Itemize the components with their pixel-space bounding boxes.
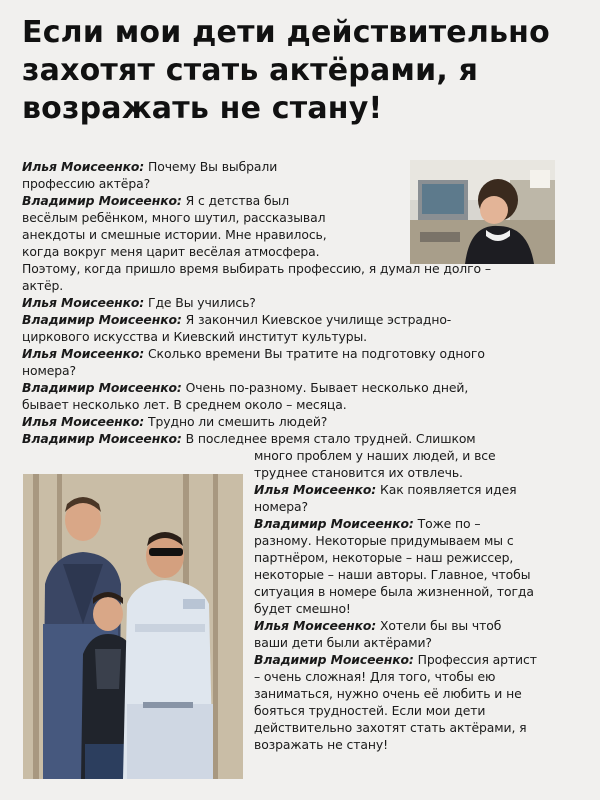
line-text: возражать не стану! — [254, 737, 388, 752]
page-title — [22, 14, 582, 128]
text-line — [22, 243, 582, 260]
line-text: Я с детства был — [181, 193, 290, 208]
text-line — [22, 226, 582, 243]
line-text: Очень по-разному. Бывает несколько дней, — [181, 380, 469, 395]
line-text: Поэтому, когда пришло время выбирать профессию, я думал не долго – — [22, 261, 491, 276]
speaker: Илья Моисеенко: — [22, 346, 145, 361]
line-text: номера? — [22, 363, 76, 378]
speaker: Владимир Моисеенко: — [22, 312, 182, 327]
line-text: анекдоты и смешные истории. Мне нравилось, — [22, 227, 327, 242]
line-text: труднее становится их отвлечь. — [254, 465, 463, 480]
text-line — [22, 413, 582, 430]
line-text: бывает несколько лет. В среднем около – месяца. — [22, 397, 347, 412]
line-text: циркового искусства и Киевский институт культуры. — [22, 329, 368, 344]
line-text: актёр. — [22, 278, 64, 293]
text-line — [22, 430, 582, 447]
title-line: захотят стать актёрами, я — [22, 53, 479, 88]
title-line: Если мои дети действительно — [22, 15, 550, 50]
text-line — [22, 396, 582, 413]
line-text: Трудно ли смешить людей? — [144, 414, 328, 429]
text-line — [22, 209, 582, 226]
text-line — [22, 328, 582, 345]
text-line — [22, 311, 582, 328]
line-text: ситуация в номере была жизненной, тогда — [254, 584, 534, 599]
text-line — [22, 345, 582, 362]
speaker: Владимир Моисеенко: — [254, 652, 414, 667]
line-text: Профессия артист — [413, 652, 537, 667]
line-text: Как появляется идея — [376, 482, 517, 497]
speaker: Илья Моисеенко: — [22, 414, 145, 429]
speaker: Владимир Моисеенко: — [22, 193, 182, 208]
line-text: Тоже по – — [413, 516, 481, 531]
line-text: много проблем у наших людей, и все — [254, 448, 496, 463]
title-line: возражать не стану! — [22, 91, 383, 126]
speaker: Владимир Моисеенко: — [22, 431, 182, 446]
line-text: разному. Некоторые придумываем мы с — [254, 533, 514, 548]
speaker: Илья Моисеенко: — [254, 618, 377, 633]
speaker: Илья Моисеенко: — [22, 159, 145, 174]
line-text: В последнее время стало трудней. Слишком — [181, 431, 476, 446]
speaker: Илья Моисеенко: — [22, 295, 145, 310]
line-text: Почему Вы выбрали — [144, 159, 278, 174]
line-text: когда вокруг меня царит весёлая атмосфера. — [22, 244, 320, 259]
line-text: некоторые – наши авторы. Главное, чтобы — [254, 567, 531, 582]
line-text: ваши дети были актёрами? — [254, 635, 432, 650]
text-line — [22, 362, 582, 379]
text-line — [22, 192, 582, 209]
line-text: профессию актёра? — [22, 176, 151, 191]
photo-family — [23, 474, 243, 779]
speaker: Владимир Моисеенко: — [22, 380, 182, 395]
line-text: партнёром, некоторые – наш режиссер, — [254, 550, 514, 565]
line-text: Хотели бы вы чтоб — [376, 618, 502, 633]
text-line — [22, 294, 582, 311]
text-line — [22, 158, 582, 175]
line-text: действительно захотят стать актёрами, я — [254, 720, 527, 735]
text-line — [22, 379, 582, 396]
line-text: бояться трудностей. Если мои дети — [254, 703, 486, 718]
line-text: Сколько времени Вы тратите на подготовку одного — [144, 346, 485, 361]
line-text: – очень сложная! Для того, чтобы ею — [254, 669, 496, 684]
speaker: Илья Моисеенко: — [254, 482, 377, 497]
speaker: Владимир Моисеенко: — [254, 516, 414, 531]
text-line — [22, 277, 582, 294]
text-line — [22, 175, 582, 192]
line-text: весёлым ребёнком, много шутил, рассказывал — [22, 210, 326, 225]
text-line — [22, 260, 582, 277]
line-text: будет смешно! — [254, 601, 351, 616]
line-text: Где Вы учились? — [144, 295, 256, 310]
line-text: Я закончил Киевское училище эстрадно- — [181, 312, 452, 327]
line-text: заниматься, нужно очень её любить и не — [254, 686, 522, 701]
text-line — [22, 447, 582, 464]
line-text: номера? — [254, 499, 308, 514]
